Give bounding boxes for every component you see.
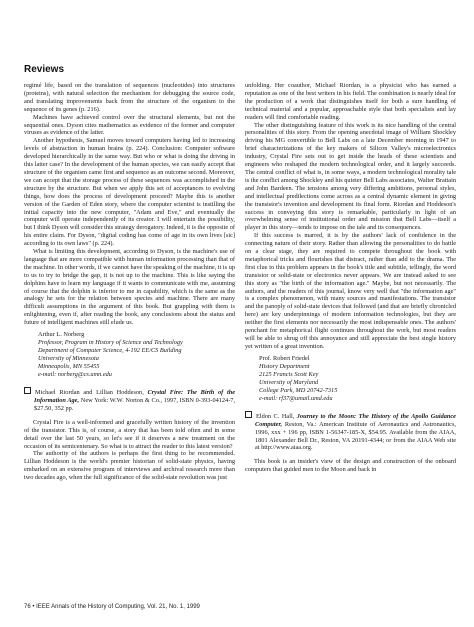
reviewer-name: Arthur L. Norberg [38, 331, 85, 339]
citation-details: Reston, Va.: American Institute of Aeronautics and Astronautics, 1996, xxx + 196 pp, ISBN 1-56347-185-X, $54.95. Available from the AIAA, 1801 Alexander Bell Dr., Reston, VA 20191-4344; or from the AIAA Web site at http://www.aiaa.org. [255, 420, 456, 452]
reviewer-signature-norberg [24, 331, 235, 379]
reviewer-title: Professor, Program in History of Science and Technology [38, 339, 183, 347]
right-paragraph-3: If this success is marred, it is by the authors' lack of confidence in the connecting nature of their story. Rather than allowing the personalities to do battle on a clear stage, they are required to compete throughout the book with metaphorical tricks and flourishes that distract, rather than add to the drama. The first clue to this problem appears in the book's title and subtitle, tellingly, the word transistor or solid-state or electronics never appears. We are instead asked to see this story as "the birth of the information age." Maybe, but not necessarily. The authors, and the readers of this journal, know very well that "the information age" is a complex phenomenon, with many sources and manifestations. The transistor and the panoply of solid-state devices that followed (and that are briefly chronicled here) are key underpinnings of modern information technologies, but they are neither the first elements nor necessarily the most indispensable ones. The authors' penchant for metaphorical flight continues throughout the work, but most readers will be able to shrug off this annoyance and still appreciate the best single history yet written of a great invention. [245, 232, 456, 350]
section-heading: Reviews [24, 64, 65, 75]
reviewer-street: 2125 Francis Scott Key [259, 370, 319, 378]
right-paragraph-4: This book is an insider's view of the design and construction of the onboard computers that guided men to the Moon and back in [245, 458, 456, 474]
page-footer: 76 • IEEE Annals of the History of Computing, Vol. 21, No. 1, 1999 [24, 604, 200, 610]
left-paragraph-1: regimé life, based on the translation of sequences (nucleotides) into structures (proteins), with natural selection the mechanism for debugging the source code, and translating improvements back from the structure of the organism to the sequence of its genes (p. 216). [24, 82, 235, 113]
right-column [245, 82, 456, 474]
citation-title: Journey to the Moon: The History of the Apollo Guidance Computer, [255, 412, 456, 428]
right-paragraph-2: The other distinguishing feature of this work is its nice handling of the central personalities of this story. From the opening anecdotal image of William Shockley driving his MG convertible to Bell Labs on a late December morning in 1947 to brief characterizations of the key makers of Silicon Valley's microelectronics industry, Crystal Fire sets out to get inside the heads of these scientists and engineers who reshaped the modern technological order, and it largely succeeds. The central conflict of what is, in some ways, a modern technological morality tale is the conflict among Shockley and his quieter Bell Labs associates, Walter Brattain and John Bardeen. The tensions among very differing ambitions, personal styles, and intellectual predilections come across as a central dynamic element in giving the transistor's invention and development its final form. Riordan and Hoddeson's success in conveying this story is remarkable, particularly in light of an overwhelming sense of institutional order and mission that Bell Labs—itself a player in this story—tends to impose on the tale and its consequences. [245, 121, 456, 232]
reviewer-signature-friedel [245, 355, 456, 403]
reviewer-university: University of Minnesota [38, 355, 99, 363]
book-citation-crystal-fire [24, 387, 235, 413]
right-paragraph-1: unfolding. Her coauthor, Michael Riordan, is a physicist who has earned a reputation as one of the best writers in his field. The combination is nearly ideal for the production of a work that distinguishes itself for both a sure handling of technical material and a popular, approachable style that both specialists and lay readers will find comfortable reading. [245, 82, 456, 121]
reviewer-name: Prof. Robert Friedel [259, 354, 310, 362]
left-paragraph-2: Machines have achieved control over the structural elements, but not the sequential ones. Dyson cites mathematics as evidence of the former and computer viruses as evidence of the latter. [24, 113, 235, 137]
reviewer-city: College Park, MD 20742-7315 [259, 386, 338, 394]
left-paragraph-6: The authority of the authors is perhaps the first thing to be recommended. Lillian Hoddeson is the world's premier historian of solid-state physics, having embarked on an extensive program of interviews and archival research more than two decades ago, when the full significance of the solid-state revolution was just [24, 450, 235, 482]
book-citation-journey-to-the-moon [245, 411, 456, 453]
reviewer-university: University of Maryland [259, 378, 319, 386]
citation-title: Crystal Fire: The Birth of the Information Age, [34, 389, 236, 404]
reviewer-department: Department of Computer Science, 4-192 EE/CS Building [38, 347, 182, 355]
left-paragraph-5: Crystal Fire is a well-informed and gracefully written history of the invention of the transistor. This is, of course, a story that has been told often and in some detail over the last 50 years, so let's see if it deserves a new treatment on the occasion of its semicentenary. So what is to attract the reader to this latest version? [24, 418, 235, 450]
left-paragraph-3: Another hypothesis, Samuel moves toward computers having led to increasing levels of abstraction in human brains (p. 224). Conclusion: Computer software developed hierarchically in the same way. But who or what is doing the driving in this latter case? In the development of the human species, we can easily accept that structure of the organism came first and sequence as an outcome second. Moreover, we can accept that the storage process of these sequences was accomplished in the structure by the structure. But when we apply this set of acceptances to evolving things, how does the process of development proceed? Maybe this is another version of the Garden of Eden story, where the computer scientist is instilling the initial capacity into the new computer, "Adam and Eve," and eventually the computer will operate independently of its creator. I will entertain the possibility, but I think Dyson will consider this strategy derogatory. Indeed, it is the opposite of his entire claim. For Dyson, "digital coding has come of age in its own lives [sic] according to its own laws" (p. 224). [24, 137, 235, 248]
reviewer-email: e-mail: norberg@cs.umn.edu [38, 371, 112, 379]
checkbox-square-icon [245, 411, 252, 418]
citation-details: New York: W.W. Norton & Co., 1997, ISBN 0-393-04124-7, $27.50, 352 pp. [34, 397, 236, 412]
checkbox-square-icon [24, 387, 31, 394]
left-column [24, 82, 235, 482]
citation-authors: Michael Riordan and Lillian Hoddeson, [35, 389, 144, 397]
reviewer-email: e-mail: rf37@umail.umd.edu [259, 394, 333, 402]
citation-authors: Eldon C. Hall, [256, 412, 295, 420]
reviewer-department: History Department [259, 362, 310, 370]
reviewer-city: Minneapolis, MN 55455 [38, 363, 100, 371]
left-paragraph-4: What is limiting this development, according to Dyson, is the machine's use of language that are more compatible with human information processing than that of the machine. In other words, if we cannot have the speaking of the machine, it is up to us to try to bridge the gap, it is not up to the machine. This is like saying the dolphins have to learn my language if it wants to communicate with me, assuming of course that the dolphin is inferior to me in capability, which is the same as the analogy he sets for the relation between species and machine. There are many difficult assumptions in the argument of this book. But grappling with them is enlightening, even if, after reading the book, any conclusions about the status and future of intelligent machines still elude us. [24, 248, 235, 327]
